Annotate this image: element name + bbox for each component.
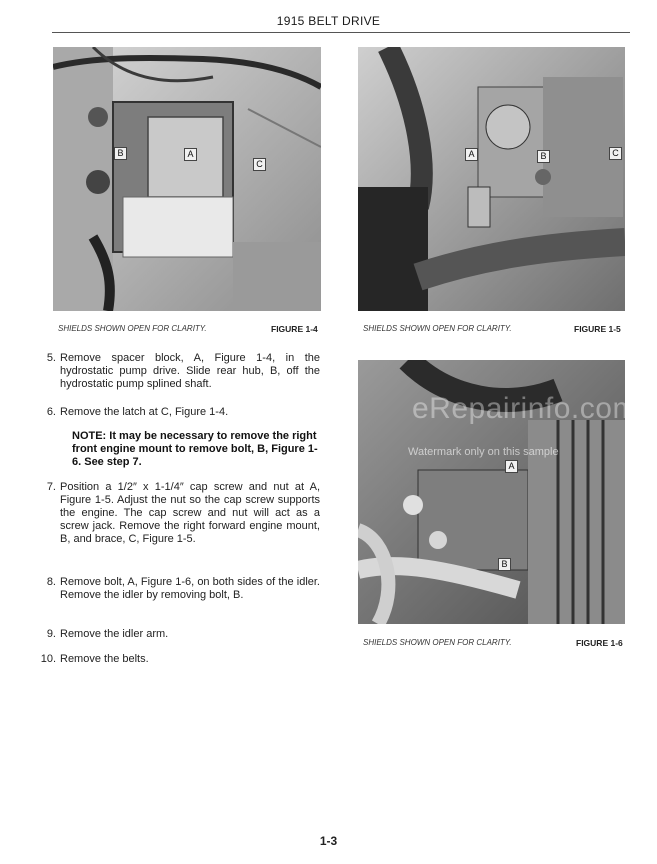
figure-1-6-label: FIGURE 1-6	[576, 638, 623, 648]
step-7	[38, 481, 322, 567]
figure-1-4-callout-a: A	[184, 148, 197, 161]
step-5-text: Remove spacer block, A, Figure 1-4, in the hydrostatic pump drive. Slide rear hub, B, off the hydrostatic pump splined shaft.	[60, 352, 320, 390]
step-8-number: 8.	[46, 576, 56, 588]
figure-1-4-callout-b: B	[114, 147, 127, 160]
figure-1-4-label: FIGURE 1-4	[271, 324, 318, 334]
step-7-number: 7.	[46, 481, 56, 493]
step-10-text: Remove the belts.	[60, 653, 149, 665]
figure-1-5-label: FIGURE 1-5	[574, 324, 621, 334]
header-rule	[52, 32, 630, 33]
step-6-text: Remove the latch at C, Figure 1-4.	[60, 406, 229, 418]
step-9-number: 9.	[46, 628, 56, 640]
watermark-subtext: Watermark only on this sample	[408, 446, 559, 458]
figure-1-5-callout-c: C	[609, 147, 622, 160]
step-9	[38, 628, 322, 644]
figure-1-6-callout-b: B	[498, 558, 511, 571]
step-6-number: 6.	[46, 406, 56, 418]
step-10	[38, 653, 322, 669]
note-text: NOTE: It may be necessary to remove the right front engine mount to remove bolt, B, Figure 1-6. See step 7.	[72, 430, 318, 468]
step-10-number: 10.	[40, 653, 56, 665]
figure-1-5-callout-a: A	[465, 148, 478, 161]
figure-1-4-callout-c: C	[253, 158, 266, 171]
figure-1-4-caption: SHIELDS SHOWN OPEN FOR CLARITY.	[58, 324, 207, 333]
watermark-text: eRepairinfo.com	[412, 392, 638, 425]
step-8	[38, 576, 322, 620]
page-header-title: 1915 BELT DRIVE	[276, 14, 381, 28]
step-5	[38, 352, 322, 396]
step-7-text: Position a 1/2″ x 1-1/4″ cap screw and nut at A, Figure 1-5. Adjust the nut so the cap screw supports the engine. The cap screw and nut will act as a screw jack. Remove the right forward engine mount, B, and brace, C, Figure 1-5.	[60, 481, 320, 545]
figure-1-5-caption: SHIELDS SHOWN OPEN FOR CLARITY.	[363, 324, 512, 333]
step-9-text: Remove the idler arm.	[60, 628, 169, 640]
step-8-text: Remove bolt, A, Figure 1-6, on both sides of the idler. Remove the idler by removing bolt, B.	[60, 576, 320, 601]
page-number: 1-3	[319, 834, 338, 848]
step-6	[38, 406, 322, 422]
figure-1-6-caption: SHIELDS SHOWN OPEN FOR CLARITY.	[363, 638, 512, 647]
figure-1-6-callout-a: A	[505, 460, 518, 473]
figure-1-4-photo	[53, 47, 321, 311]
step-5-number: 5.	[46, 352, 56, 364]
figure-1-5-callout-b: B	[537, 150, 550, 163]
figure-1-5-photo	[358, 47, 625, 311]
